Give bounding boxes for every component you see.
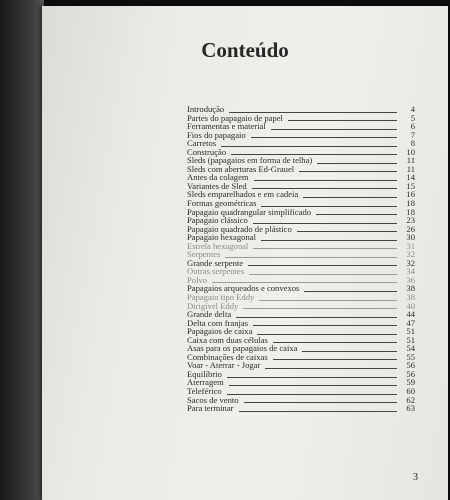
toc-entry-page: 56	[406, 360, 415, 371]
page-title: Conteúdo	[201, 38, 289, 62]
toc-entry-page: 47	[406, 317, 415, 328]
toc-leader-line	[243, 308, 397, 309]
toc-leader-line	[254, 180, 397, 181]
toc-leader-line	[259, 300, 397, 301]
toc-entry-label: Grande serpente	[187, 257, 244, 268]
toc-entry-label: Papagaio quadrangular simplificado	[187, 206, 312, 217]
toc-entry-page: 8	[410, 138, 415, 149]
toc-leader-line	[227, 377, 397, 378]
toc-entry-label: Outras serpentes	[187, 266, 245, 277]
toc-entry-label: Asas para os papagaios de caixa	[187, 343, 298, 354]
toc-entry-page: 10	[406, 146, 415, 157]
toc-entry-label: Teleférico	[187, 386, 222, 396]
toc-leader-line	[261, 240, 397, 241]
table-of-contents	[187, 105, 415, 413]
toc-leader-line	[299, 171, 397, 172]
toc-entry-label: Fios do papagaio	[187, 129, 246, 140]
toc-leader-line	[317, 163, 397, 164]
toc-entry-label: Aterragem	[187, 377, 224, 388]
toc-leader-line	[303, 197, 397, 198]
toc-entry-label: Caixa com duas células	[187, 334, 268, 345]
toc-entry-page: 4	[410, 103, 415, 114]
toc-entry-page: 51	[406, 334, 415, 345]
toc-entry-label: Voar - Aterrar - Jogar	[187, 360, 261, 371]
toc-entry-page: 16	[406, 189, 415, 200]
toc-leader-line	[227, 394, 397, 395]
toc-leader-line	[251, 137, 397, 138]
toc-entry	[187, 131, 415, 140]
toc-entry-page: 11	[406, 155, 415, 166]
toc-entry-label: Carretos	[187, 138, 217, 149]
toc-entry-page: 59	[406, 377, 415, 388]
toc-entry-label: Introdução	[187, 103, 225, 114]
toc-entry	[187, 242, 415, 251]
toc-entry-label: Papagaio hexagonal	[187, 232, 256, 243]
toc-entry-page: 14	[406, 172, 415, 183]
toc-entry-label: Ferramentas e material	[187, 121, 266, 132]
toc-entry-page: 18	[406, 206, 415, 217]
toc-entry	[187, 267, 415, 276]
toc-entry-label: Formas geométricas	[187, 197, 257, 208]
toc-leader-line	[249, 274, 397, 275]
toc-entry-label: Partes do papagaio de papel	[187, 112, 283, 123]
book-page	[42, 6, 448, 500]
toc-entry-label: Estrela hexagonal	[187, 240, 249, 251]
toc-entry-page: 30	[406, 232, 415, 243]
toc-entry-label: Equilíbrio	[187, 368, 222, 379]
toc-entry-label: Polvo	[187, 274, 208, 285]
toc-leader-line	[302, 351, 397, 352]
toc-entry-page: 63	[406, 403, 415, 414]
toc-leader-line	[265, 368, 397, 369]
toc-entry-page: 31	[406, 240, 415, 251]
toc-entry-page: 56	[406, 368, 415, 379]
toc-leader-line	[236, 317, 397, 318]
toc-entry-page: 7	[410, 129, 415, 140]
toc-entry-label: Papagaio quadrado de plástico	[187, 223, 292, 234]
toc-entry-label: Sacos de vento	[187, 394, 239, 405]
toc-leader-line	[253, 325, 397, 326]
toc-leader-line	[248, 265, 397, 266]
toc-entry-label: Delta com franjas	[187, 317, 249, 328]
toc-entry-page: 54	[406, 343, 415, 354]
toc-leader-line	[225, 257, 397, 258]
toc-entry-page: 62	[406, 394, 415, 405]
toc-entry-page: 55	[406, 351, 415, 362]
toc-entry-label: Papagaios arqueados e convexos	[187, 283, 300, 294]
toc-entry-label: Para terminar	[187, 403, 234, 414]
toc-leader-line	[244, 402, 397, 403]
toc-entry-page: 40	[406, 300, 415, 311]
toc-leader-line	[221, 146, 397, 147]
toc-entry	[187, 404, 415, 413]
toc-leader-line	[297, 231, 397, 232]
toc-entry-page: 38	[406, 283, 415, 294]
toc-entry-label: Variantes de Sled	[187, 180, 247, 191]
book-spine-shadow	[0, 0, 44, 500]
toc-entry-label: Antes da colagem	[187, 172, 249, 183]
toc-entry-label: Papagaio tipo Eddy	[187, 291, 255, 302]
toc-entry-label: Dirigível Eddy	[187, 300, 239, 311]
toc-entry-label: Grande delta	[187, 309, 232, 320]
toc-entry-label: Sleds com aberturas Ed-Grauel	[187, 163, 295, 174]
toc-leader-line	[273, 359, 397, 360]
toc-entry-page: 23	[406, 215, 415, 226]
toc-entry-page: 11	[406, 163, 415, 174]
toc-entry-page: 5	[410, 112, 415, 123]
toc-leader-line	[257, 334, 397, 335]
toc-entry-page: 60	[406, 386, 415, 396]
toc-entry-label: Papagaio clássico	[187, 215, 248, 226]
toc-leader-line	[304, 291, 397, 292]
toc-entry-label: Papagaios de caixa	[187, 326, 253, 337]
page-number: 3	[413, 472, 418, 483]
toc-entry-page: 26	[406, 223, 415, 234]
toc-entry-page: 51	[406, 326, 415, 337]
toc-leader-line	[239, 411, 397, 412]
toc-entry-page: 32	[406, 257, 415, 268]
toc-entry-label: Serpentes	[187, 249, 221, 260]
toc-leader-line	[271, 129, 397, 130]
toc-entry-page: 15	[406, 180, 415, 191]
toc-entry-page: 36	[406, 274, 415, 285]
toc-leader-line	[253, 248, 397, 249]
toc-leader-line	[288, 120, 397, 121]
toc-entry-page: 34	[406, 266, 415, 277]
toc-entry-page: 32	[406, 249, 415, 260]
toc-entry-page: 38	[406, 291, 415, 302]
toc-entry-label: Sleds emparelhados e em cadeia	[187, 189, 299, 200]
toc-entry-page: 44	[406, 309, 415, 320]
toc-leader-line	[229, 385, 397, 386]
toc-leader-line	[316, 214, 397, 215]
toc-entry-page: 18	[406, 197, 415, 208]
toc-entry-page: 6	[410, 121, 415, 132]
toc-entry-label: Construção	[187, 146, 227, 157]
toc-entry-label: Combinações de caixas	[187, 351, 268, 362]
toc-entry-label: Sleds (papagaios em forma de telha)	[187, 155, 313, 166]
